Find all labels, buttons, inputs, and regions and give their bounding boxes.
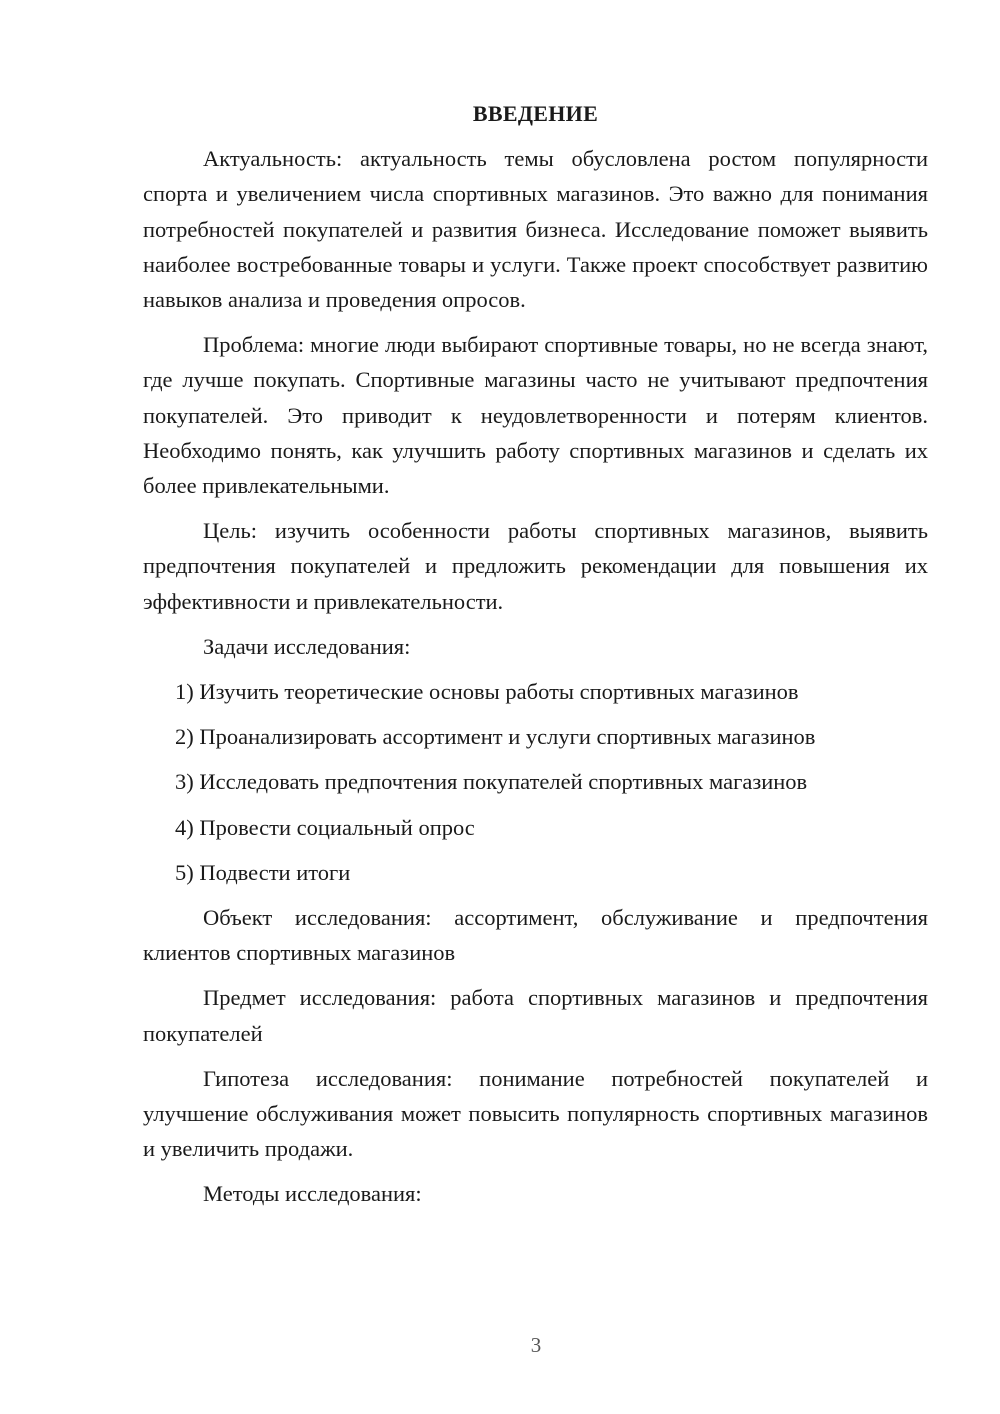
section-heading: ВВЕДЕНИЕ [472,101,599,126]
list-item: 5) Подвести итоги [175,859,351,885]
tasks-heading: Задачи исследования: [203,633,411,659]
relevance-paragraph: Актуальность: актуальность темы обусловлена ростом популярности спорта и увеличением числа спортивных магазинов. Это важно для понимания потребностей покупателей и развития бизнеса. Исследование поможет выявить наиболее востребованные товары и услуги. Также проект способствует развитию навыков анализа и проведения опросов. [143,146,928,313]
hypothesis-paragraph: Гипотеза исследования: понимание потребностей покупателей и улучшение обслуживания может повысить популярность спортивных магазинов и увеличить продажи. [143,1065,928,1162]
problem-paragraph: Проблема: многие люди выбирают спортивные товары, но не всегда знают, где лучше покупать. Спортивные магазины часто не учитывают предпочтения покупателей. Это приводит к неудовлетворенности и потерям клиентов. Необходимо понять, как улучшить работу спортивных магазинов и сделать их более привлекательными. [143,332,928,499]
subject-paragraph: Предмет исследования: работа спортивных магазинов и предпочтения покупателей [143,985,928,1046]
page-number: 3 [530,1333,542,1357]
list-item: 4) Провести социальный опрос [175,814,475,840]
goal-paragraph: Цель: изучить особенности работы спортивных магазинов, выявить предпочтения покупателей и предложить рекомендации для повышения их эффективности и привлекательности. [143,518,928,614]
tasks-list [143,674,928,890]
list-item: 2) Проанализировать ассортимент и услуги спортивных магазинов [175,724,816,750]
document-page [143,96,928,1222]
list-item: 3) Исследовать предпочтения покупателей спортивных магазинов [175,769,808,795]
object-paragraph: Объект исследования: ассортимент, обслуживание и предпочтения клиентов спортивных магазинов [143,905,928,966]
methods-heading: Методы исследования: [203,1181,422,1207]
list-item: 1) Изучить теоретические основы работы спортивных магазинов [175,679,799,705]
